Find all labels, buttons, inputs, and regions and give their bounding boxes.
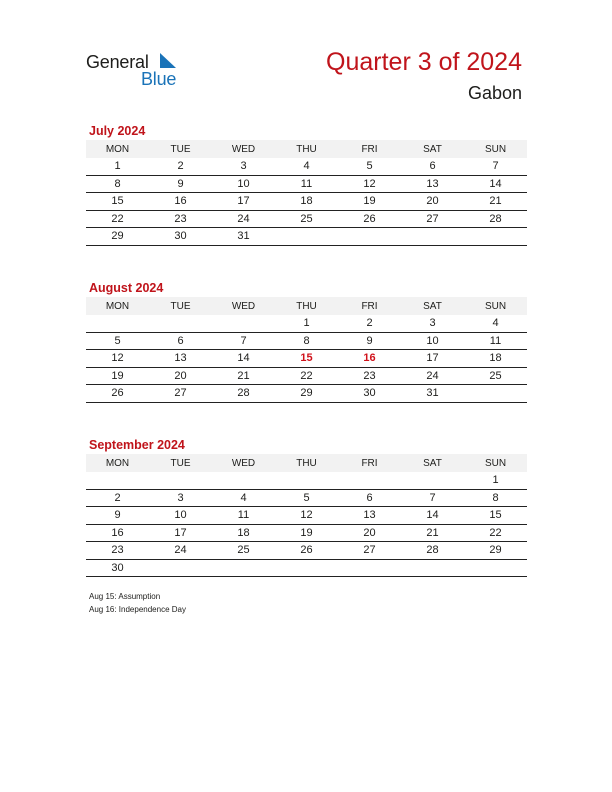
day-cell bbox=[464, 228, 527, 246]
day-cell: 22 bbox=[464, 524, 527, 542]
weekday-header: SUN bbox=[464, 140, 527, 158]
day-cell: 10 bbox=[401, 332, 464, 350]
day-cell: 10 bbox=[149, 507, 212, 525]
month-title: July 2024 bbox=[89, 124, 146, 138]
day-cell bbox=[212, 315, 275, 332]
week-row bbox=[86, 158, 527, 175]
weekday-header: MON bbox=[86, 140, 149, 158]
holiday-notes bbox=[89, 590, 186, 616]
day-cell: 9 bbox=[149, 175, 212, 193]
week-row bbox=[86, 524, 527, 542]
day-cell: 19 bbox=[275, 524, 338, 542]
day-cell: 8 bbox=[86, 175, 149, 193]
weekday-header: THU bbox=[275, 297, 338, 315]
day-cell: 29 bbox=[86, 228, 149, 246]
day-cell bbox=[275, 559, 338, 577]
month-calendar bbox=[86, 436, 527, 577]
day-cell: 17 bbox=[212, 193, 275, 211]
day-cell: 5 bbox=[275, 489, 338, 507]
day-cell: 20 bbox=[338, 524, 401, 542]
week-row bbox=[86, 542, 527, 560]
day-cell: 7 bbox=[464, 158, 527, 175]
day-cell: 20 bbox=[149, 367, 212, 385]
day-cell: 12 bbox=[86, 350, 149, 368]
weekday-header: SAT bbox=[401, 297, 464, 315]
logo-triangle-icon bbox=[158, 53, 176, 68]
day-cell: 9 bbox=[338, 332, 401, 350]
week-row bbox=[86, 210, 527, 228]
day-cell: 28 bbox=[464, 210, 527, 228]
day-cell: 18 bbox=[464, 350, 527, 368]
day-cell: 14 bbox=[464, 175, 527, 193]
weekday-header: SUN bbox=[464, 454, 527, 472]
day-cell: 30 bbox=[149, 228, 212, 246]
day-cell: 30 bbox=[86, 559, 149, 577]
day-cell: 13 bbox=[149, 350, 212, 368]
day-cell: 11 bbox=[275, 175, 338, 193]
day-cell bbox=[149, 315, 212, 332]
weekday-header: FRI bbox=[338, 454, 401, 472]
day-cell: 11 bbox=[212, 507, 275, 525]
day-cell: 13 bbox=[401, 175, 464, 193]
month-grid bbox=[86, 454, 527, 577]
weekday-header: MON bbox=[86, 454, 149, 472]
weekday-header: WED bbox=[212, 297, 275, 315]
day-cell: 1 bbox=[86, 158, 149, 175]
day-cell: 26 bbox=[86, 385, 149, 403]
day-cell: 11 bbox=[464, 332, 527, 350]
day-cell: 22 bbox=[86, 210, 149, 228]
day-cell: 19 bbox=[86, 367, 149, 385]
day-cell: 8 bbox=[464, 489, 527, 507]
week-row bbox=[86, 367, 527, 385]
weekday-header-row bbox=[86, 140, 527, 158]
day-cell bbox=[86, 472, 149, 489]
weekday-header: WED bbox=[212, 454, 275, 472]
weekday-header: FRI bbox=[338, 140, 401, 158]
day-cell: 17 bbox=[401, 350, 464, 368]
day-cell bbox=[275, 228, 338, 246]
day-cell: 3 bbox=[149, 489, 212, 507]
day-cell bbox=[338, 559, 401, 577]
day-cell: 15 bbox=[464, 507, 527, 525]
day-cell: 31 bbox=[212, 228, 275, 246]
weekday-header: WED bbox=[212, 140, 275, 158]
day-cell: 18 bbox=[275, 193, 338, 211]
holiday-note: Aug 15: Assumption bbox=[89, 592, 161, 601]
week-row bbox=[86, 228, 527, 246]
day-cell: 21 bbox=[401, 524, 464, 542]
day-cell: 2 bbox=[338, 315, 401, 332]
day-cell: 27 bbox=[338, 542, 401, 560]
day-cell: 18 bbox=[212, 524, 275, 542]
weekday-header: MON bbox=[86, 297, 149, 315]
day-cell bbox=[149, 559, 212, 577]
weekday-header: TUE bbox=[149, 140, 212, 158]
day-cell: 24 bbox=[401, 367, 464, 385]
day-cell: 12 bbox=[338, 175, 401, 193]
day-cell bbox=[212, 559, 275, 577]
day-cell: 6 bbox=[401, 158, 464, 175]
week-row bbox=[86, 350, 527, 368]
country-name: Gabon bbox=[467, 83, 522, 103]
day-cell: 23 bbox=[149, 210, 212, 228]
week-row bbox=[86, 385, 527, 403]
day-cell: 6 bbox=[149, 332, 212, 350]
weekday-header: SAT bbox=[401, 454, 464, 472]
day-cell bbox=[464, 559, 527, 577]
weekday-header: THU bbox=[275, 140, 338, 158]
day-cell: 30 bbox=[338, 385, 401, 403]
day-cell: 4 bbox=[275, 158, 338, 175]
week-row bbox=[86, 175, 527, 193]
day-cell bbox=[338, 228, 401, 246]
day-cell bbox=[275, 472, 338, 489]
day-cell: 21 bbox=[212, 367, 275, 385]
day-cell: 24 bbox=[149, 542, 212, 560]
week-row bbox=[86, 489, 527, 507]
day-cell: 7 bbox=[401, 489, 464, 507]
day-cell: 7 bbox=[212, 332, 275, 350]
day-cell: 1 bbox=[464, 472, 527, 489]
weekday-header: THU bbox=[275, 454, 338, 472]
day-cell: 4 bbox=[464, 315, 527, 332]
day-cell: 23 bbox=[86, 542, 149, 560]
day-cell: 28 bbox=[401, 542, 464, 560]
day-cell bbox=[86, 315, 149, 332]
day-cell bbox=[212, 472, 275, 489]
weekday-header: FRI bbox=[338, 297, 401, 315]
day-cell: 14 bbox=[401, 507, 464, 525]
day-cell bbox=[338, 472, 401, 489]
day-cell: 2 bbox=[86, 489, 149, 507]
day-cell: 16 bbox=[86, 524, 149, 542]
day-cell: 1 bbox=[275, 315, 338, 332]
month-title: September 2024 bbox=[89, 438, 185, 452]
day-cell: 25 bbox=[464, 367, 527, 385]
day-cell: 26 bbox=[275, 542, 338, 560]
month-title: August 2024 bbox=[89, 281, 164, 295]
day-cell: 4 bbox=[212, 489, 275, 507]
day-cell: 14 bbox=[212, 350, 275, 368]
holiday-note: Aug 16: Independence Day bbox=[89, 605, 186, 614]
day-cell: 2 bbox=[149, 158, 212, 175]
week-row bbox=[86, 507, 527, 525]
day-cell: 3 bbox=[401, 315, 464, 332]
weekday-header-row bbox=[86, 454, 527, 472]
day-cell: 28 bbox=[212, 385, 275, 403]
day-cell: 6 bbox=[338, 489, 401, 507]
day-cell: 23 bbox=[338, 367, 401, 385]
month-calendar bbox=[86, 122, 527, 246]
day-cell: 22 bbox=[275, 367, 338, 385]
day-cell: 24 bbox=[212, 210, 275, 228]
logo-text-blue: Blue bbox=[141, 69, 177, 89]
day-cell bbox=[149, 472, 212, 489]
holiday-day-cell: 15 bbox=[275, 350, 338, 368]
week-row bbox=[86, 559, 527, 577]
day-cell: 3 bbox=[212, 158, 275, 175]
month-calendar bbox=[86, 279, 527, 403]
holiday-day-cell: 16 bbox=[338, 350, 401, 368]
day-cell: 17 bbox=[149, 524, 212, 542]
day-cell: 10 bbox=[212, 175, 275, 193]
day-cell: 13 bbox=[338, 507, 401, 525]
day-cell: 16 bbox=[149, 193, 212, 211]
day-cell: 19 bbox=[338, 193, 401, 211]
day-cell: 26 bbox=[338, 210, 401, 228]
day-cell: 25 bbox=[275, 210, 338, 228]
month-grid bbox=[86, 297, 527, 403]
day-cell: 29 bbox=[275, 385, 338, 403]
day-cell: 9 bbox=[86, 507, 149, 525]
week-row bbox=[86, 315, 527, 332]
week-row bbox=[86, 332, 527, 350]
day-cell: 29 bbox=[464, 542, 527, 560]
weekday-header: SUN bbox=[464, 297, 527, 315]
page-title: Quarter 3 of 2024 bbox=[326, 48, 522, 76]
weekday-header: TUE bbox=[149, 297, 212, 315]
day-cell: 21 bbox=[464, 193, 527, 211]
day-cell bbox=[401, 472, 464, 489]
day-cell bbox=[464, 385, 527, 403]
day-cell bbox=[401, 559, 464, 577]
day-cell: 5 bbox=[86, 332, 149, 350]
weekday-header: SAT bbox=[401, 140, 464, 158]
day-cell: 20 bbox=[401, 193, 464, 211]
generalblue-logo bbox=[86, 50, 196, 90]
week-row bbox=[86, 472, 527, 489]
day-cell: 5 bbox=[338, 158, 401, 175]
day-cell: 27 bbox=[149, 385, 212, 403]
day-cell: 12 bbox=[275, 507, 338, 525]
day-cell: 31 bbox=[401, 385, 464, 403]
day-cell: 8 bbox=[275, 332, 338, 350]
month-grid bbox=[86, 140, 527, 246]
weekday-header: TUE bbox=[149, 454, 212, 472]
day-cell: 25 bbox=[212, 542, 275, 560]
day-cell bbox=[401, 228, 464, 246]
day-cell: 27 bbox=[401, 210, 464, 228]
day-cell: 15 bbox=[86, 193, 149, 211]
weekday-header-row bbox=[86, 297, 527, 315]
week-row bbox=[86, 193, 527, 211]
logo-text-general: General bbox=[86, 52, 149, 72]
